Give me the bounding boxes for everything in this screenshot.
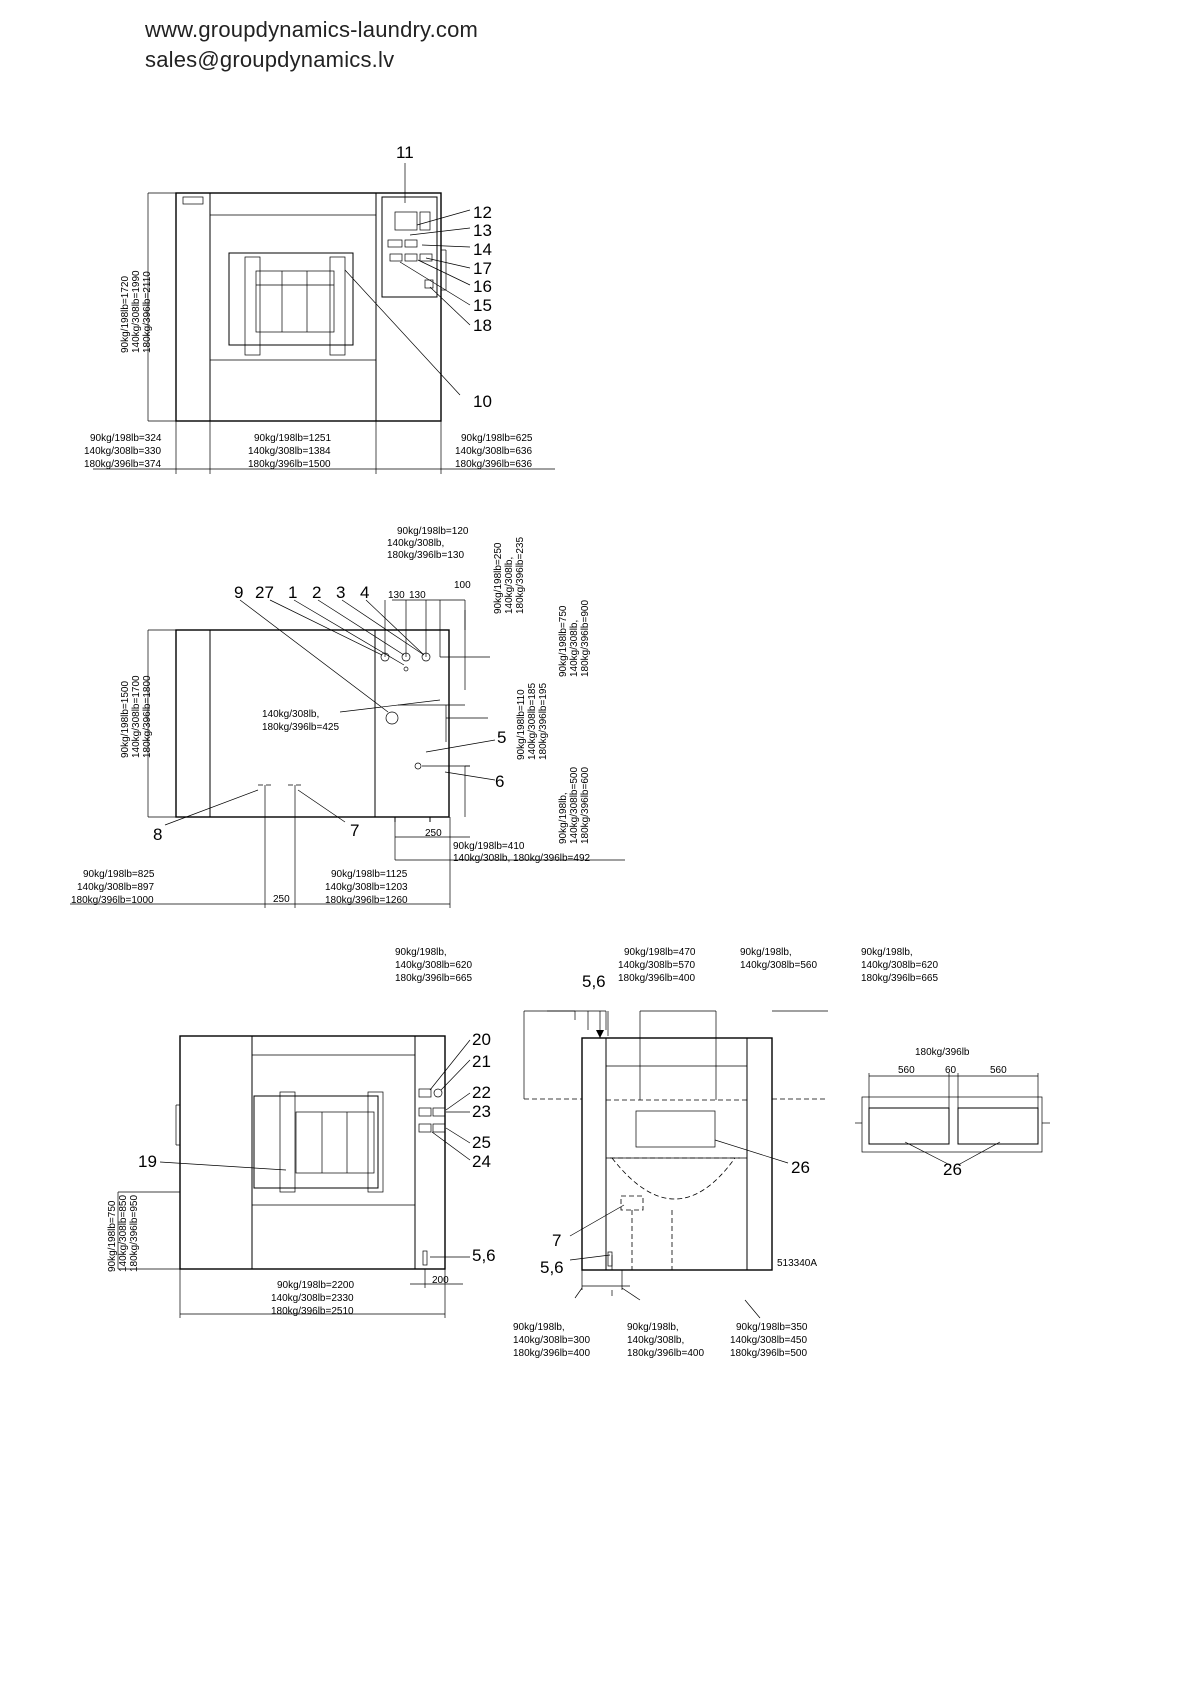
rear-view	[118, 1036, 470, 1318]
dim-text: 90kg/198lb=1720	[120, 275, 131, 353]
callout-label: 24	[472, 1152, 491, 1171]
dim-text: 180kg/396lb=130	[387, 550, 465, 561]
dim-text: 140kg/308lb=1700	[131, 675, 142, 758]
dim-text: 90kg/198lb=470	[624, 947, 696, 958]
detail-view	[855, 1073, 1050, 1165]
callout-label: 5	[497, 728, 507, 747]
dim-text: 180kg/396lb=2110	[142, 271, 153, 353]
callout-label: 7	[552, 1231, 562, 1250]
dim-text: 180kg/396lb=665	[395, 973, 473, 984]
dim-text: 180kg/396lb=425	[262, 722, 340, 733]
vert-dim-d	[558, 767, 591, 844]
dim-text: 90kg/198lb,	[740, 947, 792, 958]
dim-text: 90kg/198lb=750	[558, 605, 569, 677]
dim-text: 140kg/308lb,	[627, 1335, 685, 1346]
dim-text: 130	[409, 590, 426, 601]
callout-label: 7	[350, 821, 360, 840]
callout-label: 1	[288, 583, 298, 602]
dim-text: 180kg/396lb=1500	[248, 459, 331, 470]
callout-label: 21	[472, 1052, 491, 1071]
dim-text: 90kg/198lb=324	[90, 433, 162, 444]
callout-label: 6	[495, 772, 505, 791]
dim-text: 140kg/308lb=560	[740, 960, 818, 971]
callout-label: 14	[473, 240, 492, 259]
callout-label: 5,6	[582, 972, 606, 991]
dim-text: 180kg/396lb=636	[455, 459, 533, 470]
callout-label: 10	[473, 392, 492, 411]
website-url[interactable]: www.groupdynamics-laundry.com	[145, 17, 479, 42]
dim-text: 90kg/198lb,	[627, 1322, 679, 1333]
dim-text: 140kg/308lb=500	[569, 766, 580, 844]
dim-text: 90kg/198lb=825	[83, 869, 155, 880]
dim-text: 140kg/308lb=1990	[131, 270, 142, 353]
callout-label: 20	[472, 1030, 491, 1049]
drawing-number: 513340A	[777, 1258, 818, 1269]
dim-text: 140kg/308lb=2330	[271, 1293, 354, 1304]
callout-label: 5,6	[540, 1258, 564, 1277]
plan-view	[524, 1011, 828, 1318]
dim-text: 140kg/308lb=300	[513, 1335, 591, 1346]
callout-label: 25	[472, 1133, 491, 1152]
dim-text: 200	[432, 1275, 449, 1286]
dim-text: 90kg/198lb=410	[453, 841, 525, 852]
dim-text: 90kg/198lb,	[861, 947, 913, 958]
dim-text: 90kg/198lb=1125	[331, 869, 408, 880]
callout-label: 15	[473, 296, 492, 315]
callout-label: 11	[396, 143, 414, 162]
dim-text: 90kg/198lb=1251	[254, 433, 332, 444]
front-view-height-dims	[120, 270, 153, 353]
dim-text: 180kg/396lb=900	[580, 599, 591, 677]
dim-text: 180kg/396lb=1800	[142, 675, 153, 758]
dim-text: 100	[454, 580, 471, 591]
callout-label: 26	[791, 1158, 810, 1177]
dim-text: 140kg/308lb=330	[84, 446, 162, 457]
dim-text: 250	[425, 828, 442, 839]
dim-text: 140kg/308lb=185	[527, 682, 538, 760]
dim-text: 90kg/198lb=250	[493, 542, 504, 614]
callout-label: 26	[943, 1160, 962, 1179]
email-address[interactable]: sales@groupdynamics.lv	[145, 47, 395, 72]
dim-text: 140kg/308lb=570	[618, 960, 696, 971]
dim-text: 180kg/396lb=2510	[271, 1306, 354, 1317]
callout-label: 13	[473, 221, 492, 240]
callout-label: 8	[153, 825, 163, 844]
vert-dim-c	[516, 683, 549, 760]
side-height-dims	[120, 675, 153, 758]
callout-label: 16	[473, 277, 492, 296]
callout-label: 23	[472, 1102, 491, 1121]
dim-text: 180kg/396lb=374	[84, 459, 162, 470]
dim-text: 140kg/308lb=850	[118, 1194, 129, 1272]
callout-label: 12	[473, 203, 492, 222]
dim-text: 180kg/396lb=1260	[325, 895, 408, 906]
callout-label: 22	[472, 1083, 491, 1102]
dim-text: 180kg/396lb=950	[129, 1194, 140, 1272]
dim-text: 180kg/396lb=195	[538, 682, 549, 760]
dim-text: 90kg/198lb=350	[736, 1322, 808, 1333]
callout-label: 4	[360, 583, 370, 602]
dim-text: 180kg/396lb=665	[861, 973, 939, 984]
dim-text: 90kg/198lb=625	[461, 433, 533, 444]
vert-dim-b	[558, 600, 591, 677]
dim-text: 140kg/308lb=636	[455, 446, 533, 457]
dim-text: 180kg/396lb=400	[627, 1348, 705, 1359]
callout-label: 18	[473, 316, 492, 335]
dim-text: 90kg/198lb,	[395, 947, 447, 958]
dim-text: 140kg/308lb=1384	[248, 446, 331, 457]
dim-text: 90kg/198lb,	[558, 792, 569, 844]
dim-text: 130	[388, 590, 405, 601]
dim-text: 140kg/308lb=450	[730, 1335, 808, 1346]
dim-text: 140kg/308lb,	[504, 556, 515, 614]
dim-text: 560	[898, 1065, 915, 1076]
callout-label: 19	[138, 1152, 157, 1171]
dim-text: 140kg/308lb,	[387, 538, 445, 549]
callout-label: 3	[336, 583, 346, 602]
dim-text: 140kg/308lb=897	[77, 882, 155, 893]
dim-text: 90kg/198lb=110	[516, 689, 527, 760]
callout-label: 27	[255, 583, 274, 602]
dim-text: 90kg/198lb=750	[107, 1200, 118, 1272]
dim-text: 140kg/308lb, 180kg/396lb=492	[453, 853, 591, 864]
dim-text: 140kg/308lb,	[569, 619, 580, 677]
rear-height-dims	[107, 1195, 140, 1272]
dim-text: 90kg/198lb=120	[397, 526, 469, 537]
dim-text: 140kg/308lb=620	[395, 960, 473, 971]
detail-title: 180kg/396lb	[915, 1047, 970, 1058]
dim-text: 140kg/308lb=620	[861, 960, 939, 971]
callout-label: 2	[312, 583, 322, 602]
dim-text: 180kg/396lb=500	[730, 1348, 808, 1359]
dim-text: 180kg/396lb=1000	[71, 895, 154, 906]
callout-label: 5,6	[472, 1246, 496, 1265]
dim-text: 180kg/396lb=400	[513, 1348, 591, 1359]
dim-text: 560	[990, 1065, 1007, 1076]
dim-text: 90kg/198lb=1500	[120, 680, 131, 758]
callout-label: 17	[473, 259, 492, 278]
dim-text: 90kg/198lb,	[513, 1322, 565, 1333]
dim-text: 140kg/308lb,	[262, 709, 320, 720]
dim-text: 180kg/396lb=400	[618, 973, 696, 984]
dim-text: 250	[273, 894, 290, 905]
dim-text: 180kg/396lb=235	[515, 536, 526, 614]
dim-text: 140kg/308lb=1203	[325, 882, 408, 893]
dim-text: 180kg/396lb=600	[580, 766, 591, 844]
vert-dim-a	[493, 537, 526, 614]
dim-text: 60	[945, 1065, 957, 1076]
callout-label: 9	[234, 583, 244, 602]
dim-text: 90kg/198lb=2200	[277, 1280, 355, 1291]
